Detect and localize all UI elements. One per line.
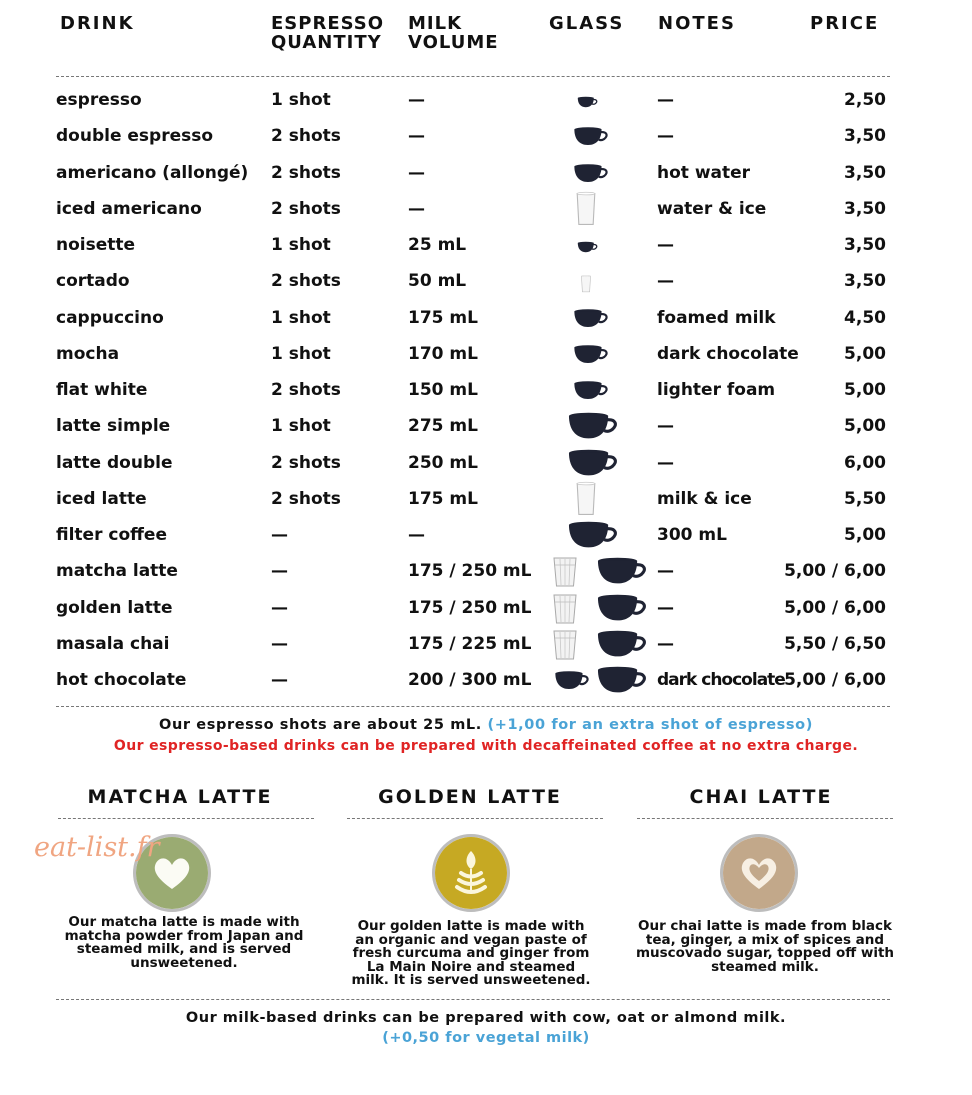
notes: foamed milk — [657, 307, 776, 328]
espresso-quantity: 1 shot — [271, 235, 331, 255]
table-row — [0, 662, 972, 698]
milk-volume: 175 / 250 mL — [408, 597, 532, 618]
price: 3,50 — [844, 271, 886, 292]
glass-icons — [548, 193, 653, 225]
large-cup-icon — [596, 593, 649, 624]
milk-volume: 275 mL — [408, 416, 478, 437]
notes: water & ice — [657, 198, 767, 219]
chai-latte-image — [720, 834, 798, 912]
notes: 300 mL — [657, 525, 727, 545]
duralex-glass-icon — [552, 593, 578, 625]
drink-name: golden latte — [56, 597, 173, 618]
price: 5,00 / 6,00 — [784, 597, 886, 618]
notes: — — [657, 126, 674, 147]
tall-glass-icon — [575, 191, 597, 227]
glass-icons — [548, 447, 653, 479]
milk-volume: 250 mL — [408, 452, 478, 473]
notes: — — [657, 90, 674, 110]
price: 5,50 — [844, 488, 886, 509]
espresso-quantity: 1 shot — [271, 343, 331, 364]
glass-icons — [548, 555, 653, 587]
tall-glass-icon — [575, 481, 597, 517]
shot-size-text: Our espresso shots are about 25 mL. — [159, 717, 482, 733]
notes: — — [657, 235, 674, 255]
notes: milk & ice — [657, 488, 752, 509]
espresso-quantity: 2 shots — [271, 488, 341, 509]
espresso-quantity: 2 shots — [271, 126, 341, 147]
milk-volume: 150 mL — [408, 380, 478, 400]
chai-title: CHAI LATTE — [689, 786, 833, 808]
table-row — [0, 300, 972, 336]
large-cup-icon — [596, 556, 649, 587]
golden-latte-image — [432, 834, 510, 912]
coffee-cup-icon — [573, 163, 610, 185]
extra-shot-text: (+1,00 for an extra shot of espresso) — [487, 717, 813, 733]
price: 3,50 — [844, 162, 886, 183]
drink-name: masala chai — [56, 633, 170, 654]
table-row — [0, 481, 972, 517]
glass-icons — [548, 265, 653, 297]
matcha-title: MATCHA LATTE — [87, 786, 273, 808]
notes: — — [657, 271, 674, 292]
price: 4,50 — [844, 307, 886, 328]
milk-volume: 200 / 300 mL — [408, 670, 532, 690]
espresso-quantity: 1 shot — [271, 307, 331, 328]
milk-volume: 175 / 225 mL — [408, 633, 532, 654]
milk-volume: 175 mL — [408, 307, 478, 328]
espresso-quantity: 2 shots — [271, 380, 341, 400]
table-divider — [56, 706, 890, 707]
glass-icons — [548, 157, 653, 189]
table-row — [0, 118, 972, 154]
glass-icons — [548, 374, 653, 406]
duralex-glass-icon — [552, 629, 578, 661]
drink-name: noisette — [56, 235, 136, 255]
notes: hot water — [657, 162, 751, 183]
price: 5,00 — [844, 343, 886, 364]
large-cup-icon — [596, 629, 649, 660]
glass-icons — [548, 84, 653, 116]
drink-name: iced latte — [56, 488, 147, 509]
coffee-cup-icon — [573, 380, 610, 402]
header-glass: GLASS — [549, 13, 625, 34]
notes: — — [657, 561, 674, 582]
table-row — [0, 517, 972, 553]
glass-icons — [548, 664, 653, 696]
chai-divider — [637, 818, 893, 819]
notes: dark chocolate — [657, 343, 799, 364]
espresso-cup-icon — [577, 241, 599, 254]
milk-volume: — — [408, 126, 425, 147]
espresso-quantity: — — [271, 597, 288, 618]
table-row — [0, 445, 972, 481]
golden-title: GOLDEN LATTE — [378, 786, 562, 808]
milk-volume: 175 mL — [408, 488, 478, 509]
price: 5,00 — [844, 416, 886, 437]
drink-name: espresso — [56, 90, 142, 110]
drink-name: double espresso — [56, 126, 214, 147]
milk-volume: — — [408, 198, 425, 219]
large-cup-icon — [567, 411, 620, 442]
drink-name: mocha — [56, 343, 120, 364]
heart-latte-art-icon — [723, 837, 795, 909]
glass-icons — [548, 338, 653, 370]
glass-icons — [548, 628, 653, 660]
notes: lighter foam — [657, 380, 776, 400]
table-row — [0, 626, 972, 662]
golden-divider — [347, 818, 603, 819]
notes: — — [657, 416, 674, 437]
espresso-quantity: 2 shots — [271, 162, 341, 183]
drink-name: cappuccino — [56, 307, 164, 328]
notes: — — [657, 633, 674, 654]
notes: — — [657, 597, 674, 618]
header-espresso-quantity: ESPRESSO QUANTITY — [271, 13, 385, 53]
drink-name: hot chocolate — [56, 670, 187, 690]
price: 5,00 / 6,00 — [784, 670, 886, 690]
price: 3,50 — [844, 126, 886, 147]
price: 6,00 — [844, 452, 886, 473]
table-row — [0, 553, 972, 589]
glass-icons — [548, 592, 653, 624]
milk-volume: 170 mL — [408, 343, 478, 364]
drink-name: americano (allongé) — [56, 162, 249, 183]
price: 5,00 / 6,00 — [784, 561, 886, 582]
table-row — [0, 263, 972, 299]
price: 3,50 — [844, 198, 886, 219]
table-row — [0, 227, 972, 263]
table-row — [0, 408, 972, 444]
price: 5,00 — [844, 380, 886, 400]
drink-name: matcha latte — [56, 561, 178, 582]
price: 5,50 / 6,50 — [784, 633, 886, 654]
large-cup-icon — [567, 520, 620, 551]
header-milk-volume: MILK VOLUME — [408, 13, 499, 53]
decaf-note: Our espresso-based drinks can be prepared with decaffeinated coffee at no extra charge. — [113, 738, 859, 754]
glass-icons — [548, 519, 653, 551]
milk-volume: 175 / 250 mL — [408, 561, 532, 582]
espresso-cup-icon — [577, 96, 599, 109]
large-cup-icon — [567, 448, 620, 479]
espresso-quantity: 2 shots — [271, 271, 341, 292]
espresso-quantity: — — [271, 633, 288, 654]
price: 2,50 — [844, 90, 886, 110]
espresso-quantity: — — [271, 525, 288, 545]
header-price: PRICE — [810, 13, 880, 34]
notes: dark chocolate — [657, 670, 785, 690]
milk-volume: — — [408, 90, 425, 110]
drink-name: latte double — [56, 452, 173, 473]
header-drink: DRINK — [60, 13, 135, 34]
milk-options-note: Our milk-based drinks can be prepared with cow, oat or almond milk. — [185, 1010, 787, 1026]
espresso-shot-note — [0, 717, 972, 733]
espresso-quantity: — — [271, 561, 288, 582]
header-notes: NOTES — [658, 13, 736, 34]
drink-name: cortado — [56, 271, 130, 292]
milk-volume: — — [408, 162, 425, 183]
table-row — [0, 191, 972, 227]
header-divider — [56, 76, 890, 77]
table-row — [0, 155, 972, 191]
drink-name: filter coffee — [56, 525, 167, 545]
table-row — [0, 82, 972, 118]
espresso-quantity: 2 shots — [271, 198, 341, 219]
golden-description: Our golden latte is made with an organic and vegan paste of fresh curcuma and ginger from La Main Noire and steamed milk. It is served unsweetened. — [351, 918, 591, 988]
large-cup-icon — [596, 665, 649, 696]
table-row — [0, 372, 972, 408]
espresso-quantity: 1 shot — [271, 416, 331, 437]
vegetal-milk-note: (+0,50 for vegetal milk) — [382, 1030, 590, 1046]
footer-divider — [56, 999, 890, 1000]
coffee-cup-icon — [573, 308, 610, 330]
price: 5,00 — [844, 525, 886, 545]
milk-volume: 50 mL — [408, 271, 467, 292]
drink-name: iced americano — [56, 198, 202, 219]
espresso-quantity: 2 shots — [271, 452, 341, 473]
table-row — [0, 336, 972, 372]
coffee-cup-icon — [573, 126, 610, 148]
glass-icons — [548, 120, 653, 152]
glass-icons — [548, 302, 653, 334]
glass-icons — [548, 483, 653, 515]
drink-name: latte simple — [56, 416, 171, 437]
glass-icons — [548, 229, 653, 261]
watermark: eat-list.fr — [34, 832, 160, 863]
espresso-quantity: — — [271, 670, 288, 690]
small-glass-icon — [579, 275, 593, 293]
coffee-cup-icon — [573, 344, 610, 366]
matcha-description: Our matcha latte is made with matcha powder from Japan and steamed milk, and is served unsweetened. — [64, 914, 304, 971]
chai-description: Our chai latte is made from black tea, ginger, a mix of spices and muscovado sugar, topped off with steamed milk. — [635, 918, 895, 975]
milk-volume: — — [408, 525, 425, 545]
coffee-cup-icon — [554, 670, 591, 692]
duralex-glass-icon — [552, 556, 578, 588]
drink-name: flat white — [56, 380, 148, 400]
matcha-divider — [58, 818, 314, 819]
rosetta-latte-art-icon — [435, 837, 507, 909]
glass-icons — [548, 410, 653, 442]
notes: — — [657, 452, 674, 473]
price: 3,50 — [844, 235, 886, 255]
milk-volume: 25 mL — [408, 235, 467, 255]
espresso-quantity: 1 shot — [271, 90, 331, 110]
table-row — [0, 590, 972, 626]
